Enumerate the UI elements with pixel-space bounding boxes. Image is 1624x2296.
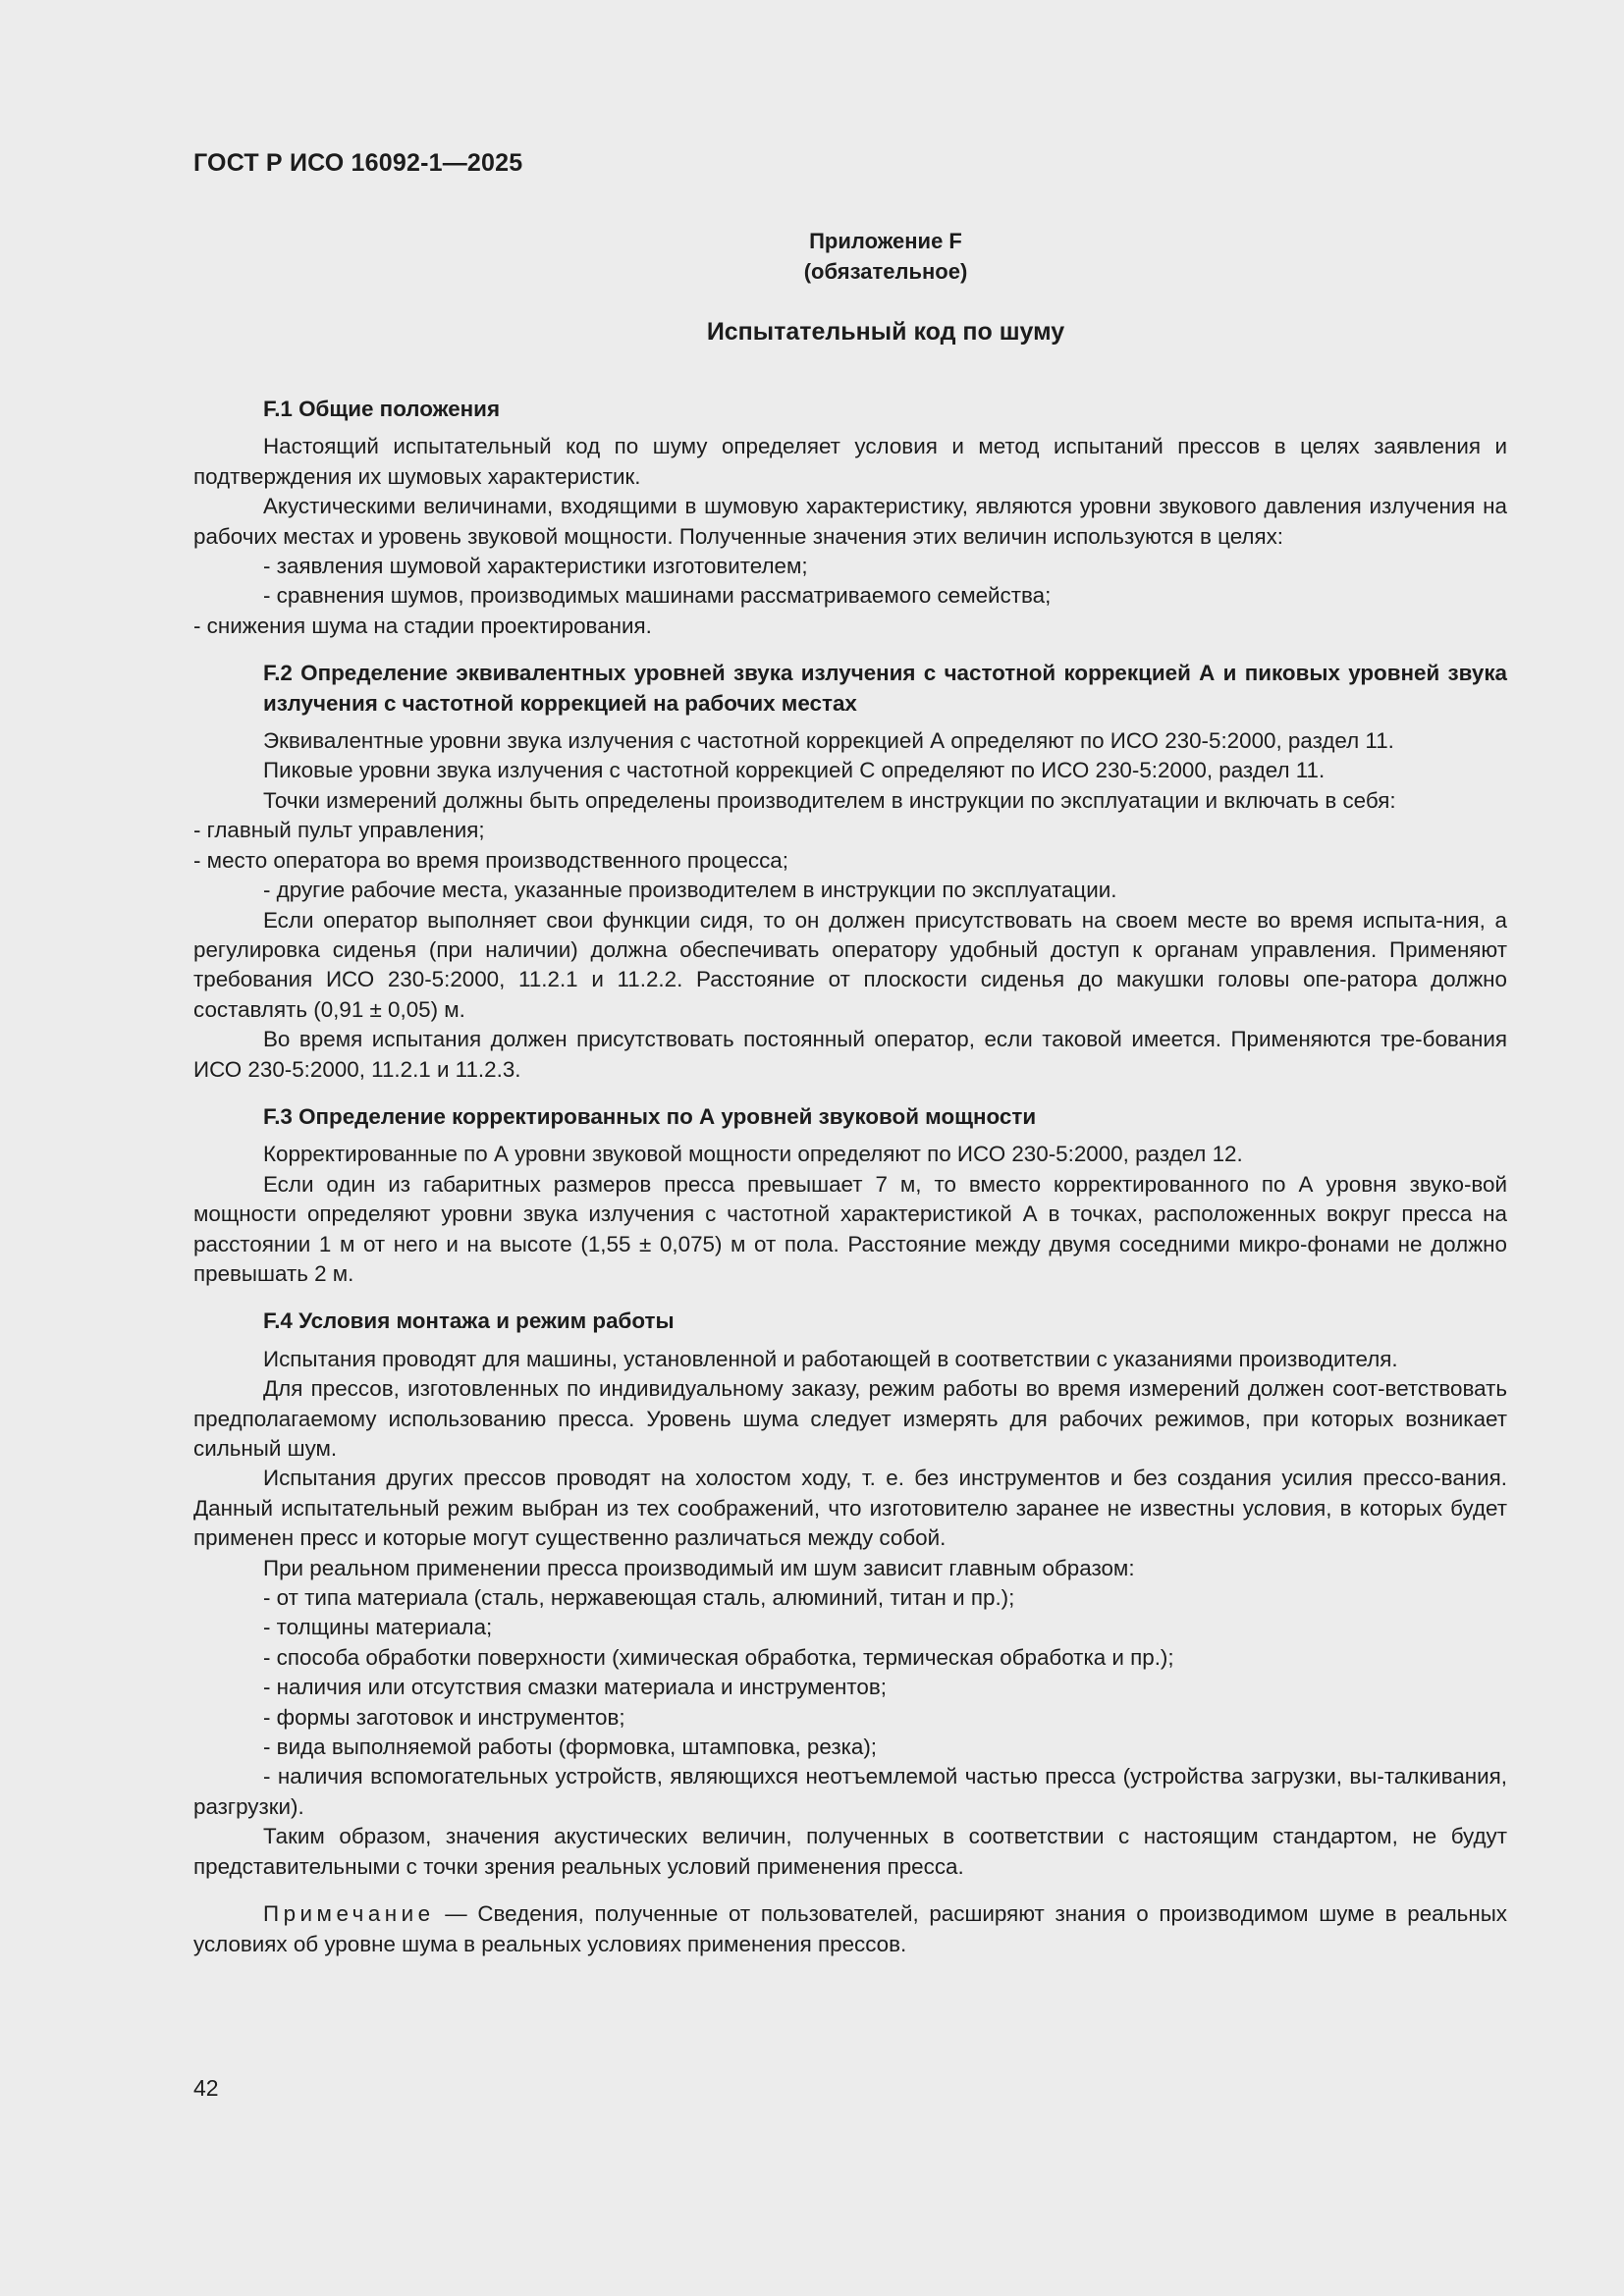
paragraph: Испытания других прессов проводят на холостом ходу, т. е. без инструментов и без создания усилия прессо-вания. Данный испытательный режим выбран из тех соображений, что изготовителю заранее не известны условия, в которых будет применен пресс и которые могут существенно различаться между собой.: [193, 1466, 1507, 1551]
paragraph: Акустическими величинами, входящими в шумовую характеристику, являются уровни звукового давления излучения на рабочих местах и уровень звуковой мощности. Полученные значения этих величин используются в целях:: [193, 494, 1507, 549]
list-item: - снижения шума на стадии проектирования.: [193, 613, 652, 638]
list-item: - способа обработки поверхности (химическая обработка, термическая обработка и пр.);: [263, 1644, 1174, 1670]
list-item: - заявления шумовой характеристики изготовителем;: [263, 554, 808, 579]
list-item: - наличия вспомогательных устройств, являющихся неотъемлемой частью пресса (устройства загрузки, вы-талкивания, разгрузки).: [193, 1764, 1507, 1819]
document-header: ГОСТ Р ИСО 16092-1—2025: [193, 149, 523, 177]
paragraph: Если оператор выполняет свои функции сидя, то он должен присутствовать на своем месте во время испыта-ния, а регулировка сиденья (при наличии) должна обеспечивать оператору удобный доступ к органам управления. Применяют требования ИСО 230-5:2000, 11.2.1 и 11.2.2. Расстояние от плоскости сиденья до макушки головы опе-ратора должно составлять (0,91 ± 0,05) м.: [193, 907, 1507, 1022]
list-item: - формы заготовок и инструментов;: [263, 1704, 625, 1730]
list-item: - сравнения шумов, производимых машинами рассматриваемого семейства;: [263, 583, 1052, 609]
section-heading-f2: F.2 Определение эквивалентных уровней звука излучения с частотной коррекцией А и пиковых уровней звука излучения с частотной коррекцией на рабочих местах: [263, 661, 1507, 716]
list-item: - место оператора во время производственного процесса;: [193, 847, 788, 873]
page-number: 42: [193, 2075, 219, 2101]
list-item: - другие рабочие места, указанные производителем в инструкции по эксплуатации.: [263, 878, 1117, 903]
note-text: Сведения, полученные от пользователей, расширяют знания о производимом шуме в реальных условиях об уровне шума в реальных условиях применения прессов.: [193, 1901, 1507, 1956]
paragraph: Эквивалентные уровни звука излучения с частотной коррекцией А определяют по ИСО 230-5:2000, раздел 11.: [263, 728, 1394, 754]
paragraph: Во время испытания должен присутствовать постоянный оператор, если таковой имеется. Применяются тре-бования ИСО 230-5:2000, 11.2.1 и 11.2.3.: [193, 1027, 1507, 1082]
section-heading-f3: F.3 Определение корректированных по А уровней звуковой мощности: [263, 1103, 1037, 1129]
paragraph: Испытания проводят для машины, установленной и работающей в соответствии с указаниями производителя.: [263, 1346, 1398, 1371]
list-item: - от типа материала (сталь, нержавеющая сталь, алюминий, титан и пр.);: [263, 1585, 1015, 1611]
paragraph: Настоящий испытательный код по шуму определяет условия и метод испытаний прессов в целях заявления и подтверждения их шумовых характеристик.: [193, 434, 1507, 489]
paragraph: Пиковые уровни звука излучения с частотной коррекцией С определяют по ИСО 230-5:2000, раздел 11.: [263, 758, 1326, 783]
section-heading-f1: F.1 Общие положения: [263, 397, 501, 421]
appendix-label: [0, 226, 1624, 287]
section-heading-f4: F.4 Условия монтажа и режим работы: [263, 1308, 675, 1334]
list-item: - главный пульт управления;: [193, 818, 485, 843]
document-title: Испытательный код по шуму: [706, 318, 1065, 346]
paragraph: Точки измерений должны быть определены производителем в инструкции по эксплуатации и включать в себя:: [263, 787, 1396, 813]
paragraph: Корректированные по А уровни звуковой мощности определяют по ИСО 230-5:2000, раздел 12.: [263, 1142, 1243, 1167]
appendix-line-2: (обязательное): [803, 259, 968, 284]
list-item: - наличия или отсутствия смазки материала и инструментов;: [263, 1675, 887, 1700]
paragraph: При реальном применении пресса производимый им шум зависит главным образом:: [263, 1555, 1135, 1580]
paragraph: Для прессов, изготовленных по индивидуальному заказу, режим работы во время измерений должен соот-ветствовать предполагаемому использованию пресса. Уровень шума следует измерять для рабочих режимов, при которых возникает сильный шум.: [193, 1376, 1507, 1461]
note-label: Примечание: [263, 1901, 435, 1927]
document-body: [193, 395, 1507, 1959]
paragraph: Таким образом, значения акустических величин, полученных в соответствии с настоящим стандартом, не будут представительными с точки зрения реальных условий применения пресса.: [193, 1824, 1507, 1879]
note-dash: —: [434, 1901, 478, 1927]
appendix-line-1: Приложение F: [809, 229, 962, 253]
paragraph: Если один из габаритных размеров пресса превышает 7 м, то вместо корректированного по А уровня звуко-вой мощности определяют уровни звука излучения с частотной характеристикой А в точках, расположенных вокруг пресса на расстоянии 1 м от него и на высоте (1,55 ± 0,075) м от пола. Расстояние между двумя соседними микро-фонами не должно превышать 2 м.: [193, 1171, 1507, 1286]
note: [193, 1899, 1507, 1959]
list-item: - вида выполняемой работы (формовка, штамповка, резка);: [263, 1735, 878, 1760]
list-item: - толщины материала;: [263, 1615, 493, 1640]
